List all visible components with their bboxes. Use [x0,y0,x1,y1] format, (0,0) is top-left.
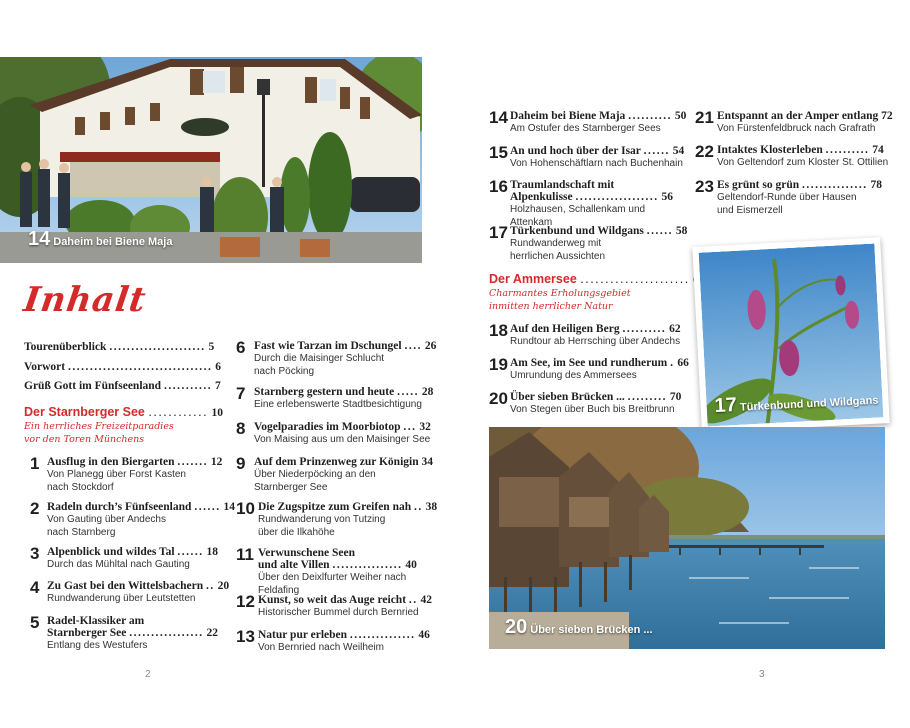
entry-page: 34 [421,456,433,468]
toc-entry-17 [489,225,689,263]
entry-page: 26 [424,340,437,352]
toc-entry-4 [30,578,230,605]
toc-entry-3 [30,546,220,571]
entry-subtitle: Starnberger See [254,482,328,493]
region-subtitle-line: Charmantes Erholungsgebiet [489,288,631,299]
entry-dots: ................... [575,191,659,203]
entry-title: Entspannt an der Amper entlang [717,110,879,122]
toc-page: 7 [214,380,221,392]
entry-number: 22 [695,142,714,161]
toc-item-title: Vorwort [24,361,66,373]
toc-item-title: Grüß Gott im Fünfseenland [24,380,162,392]
region-dots: ............ [148,405,209,419]
toc-entry-19 [489,357,689,382]
entry-page: 74 [872,144,884,156]
region-subtitle [24,420,174,446]
toc-entry-8 [236,421,446,446]
entry-subtitle: Am Ostufer des Starnberger Sees [510,123,661,134]
ammersee-caption-text: Über sieben Brücken ... [530,624,653,636]
toc-entry-15 [489,145,689,170]
region-starnberger-see [24,405,223,419]
entry-title: Am See, im See und rundherum [510,357,668,369]
entry-number: 16 [489,177,508,196]
entry-dots: .... [404,340,422,352]
right-page [455,0,910,728]
region-title: Der Starnberger See [24,405,145,419]
entry-subtitle: Von Planegg über Forst Kasten [47,469,186,480]
entry-page: 58 [675,225,688,237]
entry-title: Die Zugspitze zum Greifen nah [258,501,412,513]
entry-subtitle: nach Stockdorf [47,482,114,493]
entry-title: Türkenbund und Wildgans [510,225,644,237]
entry-dots: ................ [332,559,403,571]
region-dots: ...................... [580,272,690,286]
entry-title: Intaktes Klosterleben [717,144,823,156]
entry-subtitle: Von Gauting über Andechs [47,514,166,525]
toc-entry-20 [489,391,689,416]
entry-subtitle: Rundwanderung von Tutzing [258,514,386,525]
entry-dots: ....... [177,456,208,468]
entry-number: 4 [30,578,40,597]
entry-dots: ..... [397,386,419,398]
entry-title: Natur pur erleben [258,629,348,641]
entry-title: Radel-Klassiker am [47,615,145,627]
toc-page: 6 [215,361,221,373]
entry-subtitle: Von Geltendorf zum Kloster St. Ottilien [717,157,889,168]
entry-dots: ... [403,421,417,433]
entry-number: 19 [489,355,508,374]
entry-number: 18 [489,321,508,340]
entry-page: 42 [420,594,433,606]
entry-dots: ............... [802,179,868,191]
toc-tourenueberblick [24,341,214,353]
entry-page: 72 [881,110,893,122]
biene-maja-photo [0,57,422,263]
entry-subtitle: Entlang des Westufers [47,640,148,651]
toc-entry-16 [489,179,689,229]
tuerkenbund-caption-number: 17 [714,393,738,418]
entry-dots: ...... [646,225,673,237]
entry-subtitle: herrlichen Aussichten [510,251,606,262]
entry-number: 15 [489,143,508,162]
entry-page: 38 [425,501,438,513]
entry-title: Traumlandschaft mit [510,179,615,191]
entry-dots: .......... [628,110,672,122]
entry-page: 78 [870,179,882,191]
entry-title: Auf den Heiligen Berg [510,323,620,335]
toc-entry-5 [30,615,220,652]
toc-entry-6 [236,340,446,378]
entry-page: 46 [418,629,430,641]
entry-title: An und hoch über der Isar [510,145,641,157]
entry-title-line2: Starnberger See [47,627,127,639]
toc-entry-21 [695,110,905,135]
entry-title: Über sieben Brücken ... [510,391,625,403]
toc-dots: ........... [163,380,213,392]
entry-title: Fast wie Tarzan im Dschungel [254,340,402,352]
biene-maja-caption [28,228,172,251]
entry-page: 40 [405,559,417,571]
entry-number: 11 [236,545,254,564]
entry-subtitle: Eine erlebenswerte Stadtbesichtigung [254,399,422,410]
entry-subtitle: Durch das Mühltal nach Gauting [47,559,190,570]
entry-title: Es grünt so grün [717,179,800,191]
entry-dots: .......... [622,323,667,335]
ammersee-caption-number: 20 [505,616,528,638]
entry-number: 8 [236,419,246,438]
region-subtitle-line: vor den Toren Münchens [24,434,145,445]
entry-subtitle: und Eismerzell [717,205,783,216]
entry-subtitle: Rundwanderung über Leutstetten [47,593,196,604]
biene-maja-caption-number: 14 [28,228,51,250]
entry-subtitle: Über den Deixlfurter Weiher nach Feldafing [258,572,407,596]
entry-page: 62 [669,323,681,335]
region-ammersee [489,272,705,286]
entry-dots: ......... [627,391,668,403]
entry-title: Alpenblick und wildes Tal [47,546,175,558]
toc-entry-14 [489,110,689,135]
entry-number: 12 [236,592,255,611]
entry-title: Zu Gast bei den Wittelsbachern [47,580,204,592]
page-number-left: 2 [145,669,151,680]
entry-page: 54 [672,145,685,157]
entry-number: 20 [489,389,508,408]
toc-entry-23 [695,179,905,217]
toc-entry-2 [30,499,235,539]
entry-title: Kunst, so weit das Auge reicht [258,594,407,606]
region-title: Der Ammersee [489,272,577,286]
entry-title: Ausflug in den Biergarten [47,456,175,468]
entry-page: 22 [206,627,218,639]
entry-dots: ............... [349,629,416,641]
toc-entry-11 [236,547,446,597]
entry-title: Verwunschene Seen [258,547,356,559]
toc-entry-18 [489,323,689,348]
tuerkenbund-caption-text: Türkenbund und Wildgans [739,394,879,414]
toc-entry-13 [236,629,446,654]
entry-number: 21 [695,108,714,127]
entry-subtitle: Holzhausen, Schallenkam und Attenkam [510,204,646,228]
entry-dots: .......... [825,144,870,156]
entry-number: 14 [489,108,508,127]
entry-number: 5 [30,613,40,632]
entry-page: 14 [223,501,235,513]
entry-page: 70 [669,391,682,403]
entry-page: 28 [421,386,434,398]
entry-subtitle: Durch die Maisinger Schlucht [254,353,385,364]
entry-subtitle: Von Stegen über Buch bis Breitbrunn [510,404,675,415]
entry-subtitle: Rundwanderweg mit [510,238,602,249]
toc-entry-22 [695,144,905,169]
entry-subtitle: Von Fürstenfeldbruck nach Grafrath [717,123,876,134]
entry-number: 13 [236,627,255,646]
region-subtitle-line: Ein herrliches Freizeitparadies [24,421,174,432]
entry-page: 66 [677,357,689,369]
entry-title: Auf dem Prinzenweg zur Königin [254,456,419,468]
entry-dots: .. [206,580,215,592]
toc-gruess-gott [24,380,221,392]
entry-dots: ...... [194,501,221,513]
entry-dots: ...... [643,145,670,157]
entry-dots: ................. [129,627,204,639]
ammersee-photo [489,427,885,649]
entry-subtitle: Umrundung des Ammersees [510,370,637,381]
entry-title: Starnberg gestern und heute [254,386,395,398]
entry-title: Vogelparadies im Moorbiotop [254,421,401,433]
entry-title: Daheim bei Biene Maja [510,110,626,122]
entry-number: 9 [236,454,246,473]
toc-item-title: Tourenüberblick [24,341,107,353]
entry-subtitle: Historischer Bummel durch Bernried [258,607,419,618]
entry-subtitle: Von Hohenschäftlarn nach Buchenhain [510,158,683,169]
toc-dots: ...................... [109,341,206,353]
entry-number: 23 [695,177,714,196]
entry-number: 3 [30,544,40,563]
toc-dots: ................................. [67,361,213,373]
entry-page: 12 [210,456,223,468]
entry-subtitle: Über Niederpöcking an den [254,469,376,480]
page-title: Inhalt [21,280,149,320]
entry-subtitle: Von Maising aus um den Maisinger See [254,434,431,445]
entry-number: 7 [236,384,246,403]
entry-subtitle: nach Starnberg [47,527,116,538]
entry-number: 17 [489,223,508,242]
tuerkenbund-photo-frame [692,237,889,433]
ammersee-caption [505,616,653,639]
region-subtitle-line: inmitten herrlicher Natur [489,301,613,312]
entry-title: Radeln durch’s Fünfseenland [47,501,192,513]
entry-dots: . [670,357,675,369]
entry-number: 2 [30,499,40,518]
entry-title-line2: und alte Villen [258,559,330,571]
entry-page: 20 [217,580,230,592]
entry-dots: .. [414,501,423,513]
toc-entry-9 [236,456,446,494]
entry-dots: ...... [177,546,204,558]
toc-entry-12 [236,594,446,619]
entry-subtitle: Geltendorf-Runde über Hausen [717,192,857,203]
entry-number: 10 [236,499,255,518]
entry-number: 6 [236,338,246,357]
entry-subtitle: über die Ilkahöhe [258,527,335,538]
toc-vorwort [24,361,221,373]
entry-page: 32 [419,421,431,433]
entry-page: 56 [661,191,674,203]
region-subtitle [489,287,631,313]
entry-subtitle: Rundtour ab Herrsching über Andechs [510,336,681,347]
entry-page: 18 [206,546,219,558]
toc-entry-1 [30,454,223,494]
toc-page: 5 [208,341,215,353]
entry-number: 1 [30,454,40,473]
biene-maja-caption-text: Daheim bei Biene Maja [53,236,173,248]
entry-subtitle: Von Bernried nach Weilheim [258,642,384,653]
entry-dots: .. [408,594,418,606]
toc-entry-7 [236,386,446,411]
toc-entry-10 [236,501,446,539]
entry-title-line2: Alpenkulisse [510,191,573,203]
entry-page: 50 [674,110,687,122]
region-page: 10 [211,407,224,419]
page-number-right: 3 [759,669,765,680]
entry-subtitle: nach Pöcking [254,366,315,377]
